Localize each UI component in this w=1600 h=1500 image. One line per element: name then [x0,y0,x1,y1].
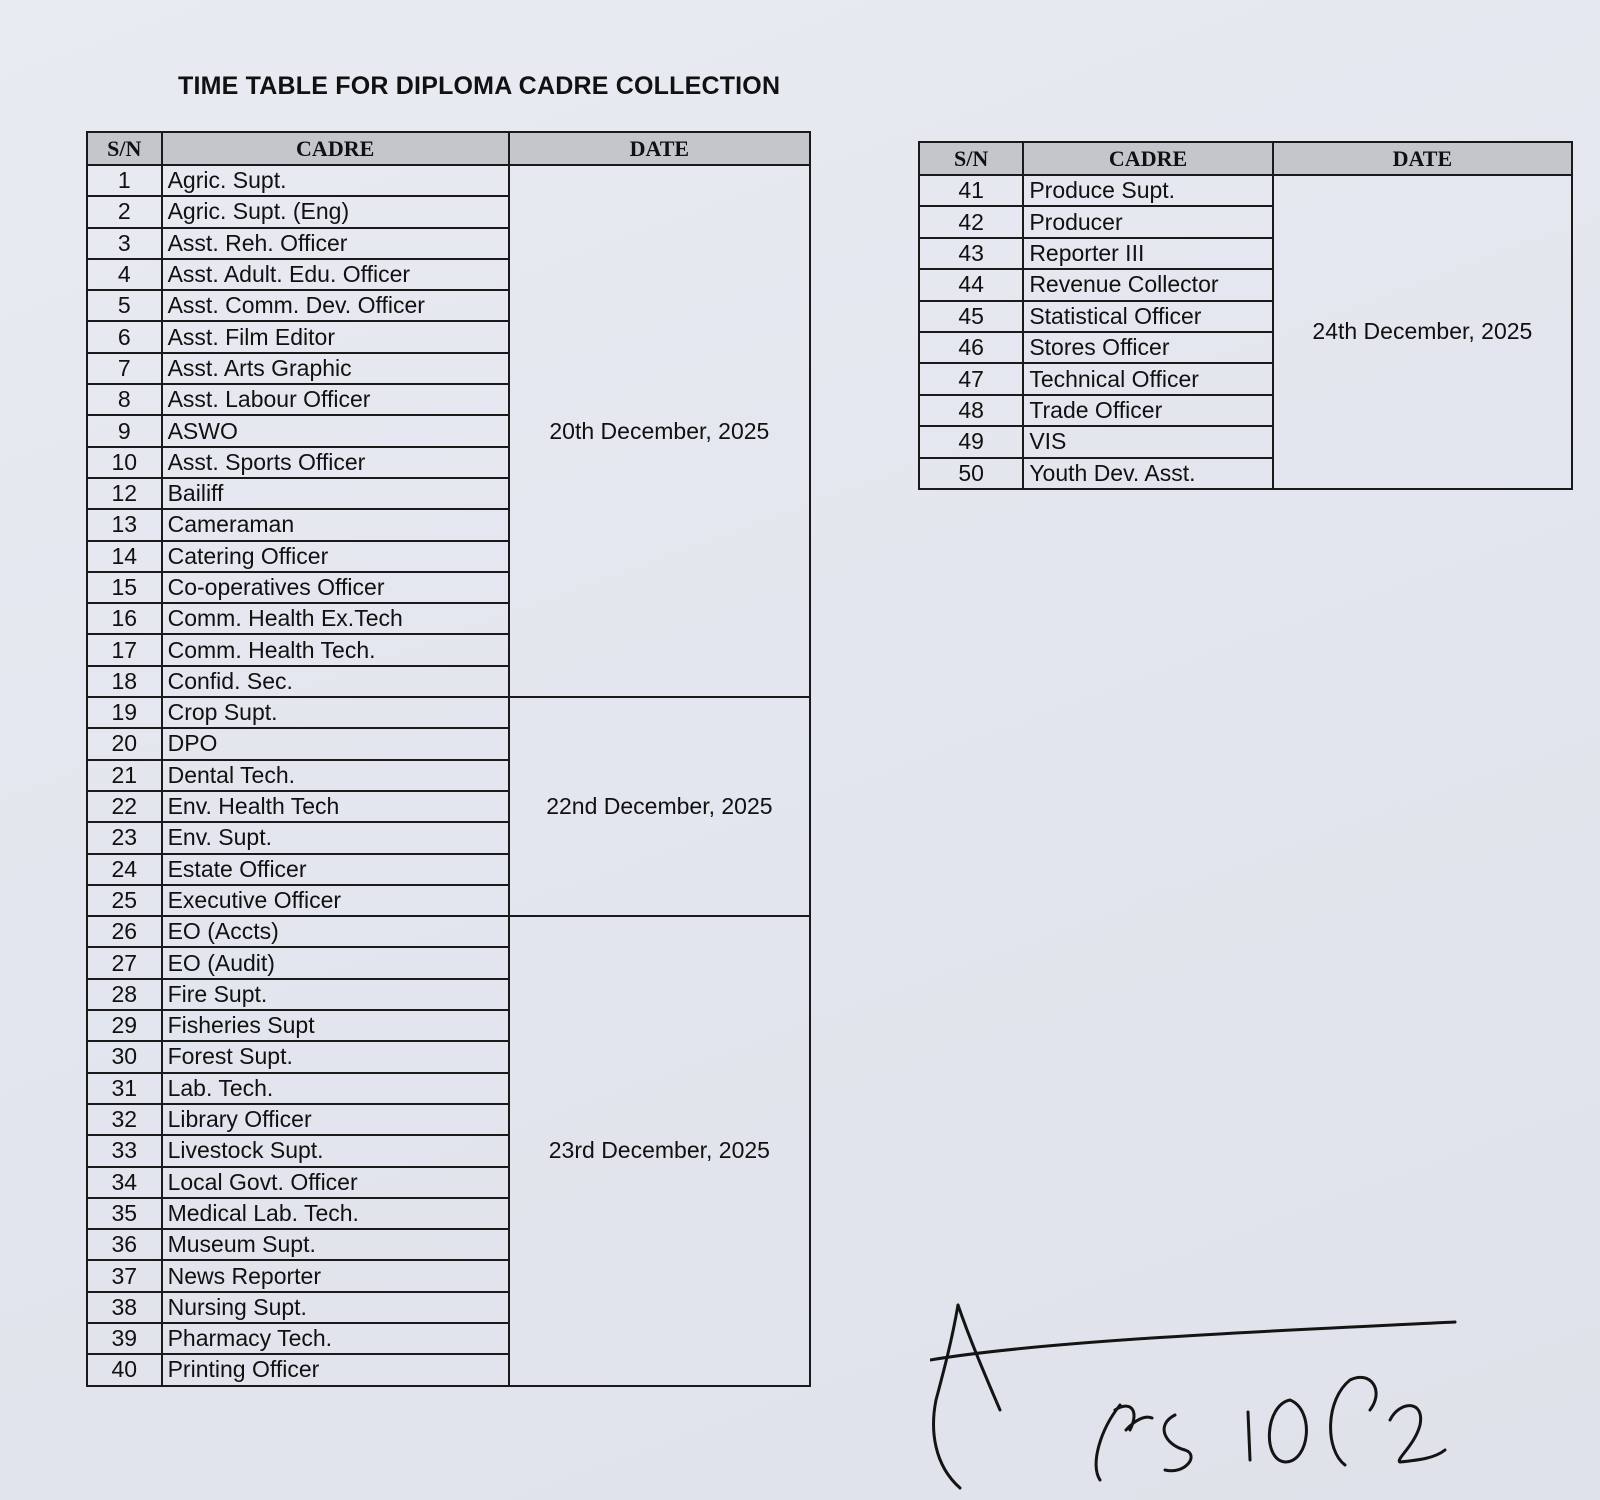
table-row [919,175,1572,206]
sn-cell: 35 [87,1198,162,1229]
table-row [87,697,810,728]
cadre-cell: VIS [1023,426,1272,457]
sn-cell: 3 [87,228,162,259]
cadre-cell: Cameraman [162,509,509,540]
cadre-cell: Nursing Supt. [162,1292,509,1323]
sn-cell: 29 [87,1010,162,1041]
cadre-cell: Youth Dev. Asst. [1023,458,1272,489]
sn-cell: 37 [87,1260,162,1291]
cadre-header: CADRE [162,132,509,165]
sn-cell: 44 [919,269,1023,300]
cadre-cell: Asst. Comm. Dev. Officer [162,290,509,321]
cadre-cell: Env. Health Tech [162,791,509,822]
cadre-cell: Comm. Health Tech. [162,634,509,665]
cadre-cell: ASWO [162,415,509,446]
cadre-cell: Local Govt. Officer [162,1167,509,1198]
sn-cell: 23 [87,822,162,853]
sn-cell: 36 [87,1229,162,1260]
sn-cell: 14 [87,541,162,572]
date-header: DATE [1273,142,1572,175]
sn-cell: 8 [87,384,162,415]
cadre-cell: Fisheries Supt [162,1010,509,1041]
sn-header: S/N [87,132,162,165]
cadre-cell: EO (Accts) [162,916,509,947]
sn-cell: 49 [919,426,1023,457]
date-cell: 23rd December, 2025 [509,916,810,1385]
sn-cell: 50 [919,458,1023,489]
timetable-left [86,131,811,1387]
cadre-cell: Medical Lab. Tech. [162,1198,509,1229]
cadre-cell: Revenue Collector [1023,269,1272,300]
sn-cell: 38 [87,1292,162,1323]
sn-cell: 20 [87,728,162,759]
sn-cell: 9 [87,415,162,446]
sn-cell: 16 [87,603,162,634]
sn-cell: 31 [87,1073,162,1104]
header-row [87,132,810,165]
cadre-cell: Statistical Officer [1023,301,1272,332]
cadre-cell: Forest Supt. [162,1041,509,1072]
sn-cell: 18 [87,666,162,697]
cadre-cell: Pharmacy Tech. [162,1323,509,1354]
cadre-header: CADRE [1023,142,1272,175]
header-row [919,142,1572,175]
sn-cell: 12 [87,478,162,509]
sn-cell: 46 [919,332,1023,363]
cadre-cell: Stores Officer [1023,332,1272,363]
sn-cell: 40 [87,1354,162,1385]
cadre-cell: Agric. Supt. [162,165,509,196]
table-row [87,916,810,947]
sn-cell: 21 [87,760,162,791]
cadre-cell: Agric. Supt. (Eng) [162,196,509,227]
sn-cell: 13 [87,509,162,540]
sn-cell: 33 [87,1135,162,1166]
cadre-cell: Executive Officer [162,885,509,916]
sn-header: S/N [919,142,1023,175]
sn-cell: 30 [87,1041,162,1072]
sn-cell: 22 [87,791,162,822]
page-title: TIME TABLE FOR DIPLOMA CADRE COLLECTION [178,72,781,100]
cadre-cell: DPO [162,728,509,759]
table-row [87,165,810,196]
cadre-cell: News Reporter [162,1260,509,1291]
sn-cell: 24 [87,854,162,885]
cadre-cell: Produce Supt. [1023,175,1272,206]
cadre-cell: Trade Officer [1023,395,1272,426]
cadre-cell: Technical Officer [1023,363,1272,394]
sn-cell: 45 [919,301,1023,332]
sn-cell: 43 [919,238,1023,269]
cadre-cell: Asst. Adult. Edu. Officer [162,259,509,290]
date-cell: 20th December, 2025 [509,165,810,697]
sn-cell: 10 [87,447,162,478]
date-cell: 22nd December, 2025 [509,697,810,916]
cadre-cell: Crop Supt. [162,697,509,728]
sn-cell: 7 [87,353,162,384]
cadre-cell: Bailiff [162,478,509,509]
cadre-cell: Env. Supt. [162,822,509,853]
cadre-cell: Printing Officer [162,1354,509,1385]
cadre-cell: Museum Supt. [162,1229,509,1260]
sn-cell: 4 [87,259,162,290]
sn-cell: 19 [87,697,162,728]
cadre-cell: Comm. Health Ex.Tech [162,603,509,634]
cadre-cell: Reporter III [1023,238,1272,269]
sn-cell: 34 [87,1167,162,1198]
date-cell: 24th December, 2025 [1273,175,1572,489]
sn-cell: 27 [87,947,162,978]
sn-cell: 15 [87,572,162,603]
sn-cell: 5 [87,290,162,321]
cadre-cell: Livestock Supt. [162,1135,509,1166]
cadre-cell: Producer [1023,206,1272,237]
sn-cell: 6 [87,321,162,352]
cadre-cell: Asst. Film Editor [162,321,509,352]
cadre-cell: Library Officer [162,1104,509,1135]
date-header: DATE [509,132,810,165]
cadre-cell: Lab. Tech. [162,1073,509,1104]
cadre-cell: Co-operatives Officer [162,572,509,603]
sn-cell: 39 [87,1323,162,1354]
sn-cell: 17 [87,634,162,665]
handwritten-signature [930,1300,1470,1490]
sn-cell: 28 [87,979,162,1010]
cadre-cell: Asst. Reh. Officer [162,228,509,259]
cadre-cell: Estate Officer [162,854,509,885]
cadre-cell: Fire Supt. [162,979,509,1010]
sn-cell: 26 [87,916,162,947]
sn-cell: 1 [87,165,162,196]
cadre-cell: Asst. Arts Graphic [162,353,509,384]
sn-cell: 48 [919,395,1023,426]
cadre-cell: Asst. Labour Officer [162,384,509,415]
sn-cell: 47 [919,363,1023,394]
sn-cell: 41 [919,175,1023,206]
sn-cell: 32 [87,1104,162,1135]
cadre-cell: Catering Officer [162,541,509,572]
sn-cell: 2 [87,196,162,227]
sn-cell: 42 [919,206,1023,237]
sn-cell: 25 [87,885,162,916]
timetable-right [918,141,1573,490]
cadre-cell: Confid. Sec. [162,666,509,697]
cadre-cell: Dental Tech. [162,760,509,791]
cadre-cell: Asst. Sports Officer [162,447,509,478]
cadre-cell: EO (Audit) [162,947,509,978]
